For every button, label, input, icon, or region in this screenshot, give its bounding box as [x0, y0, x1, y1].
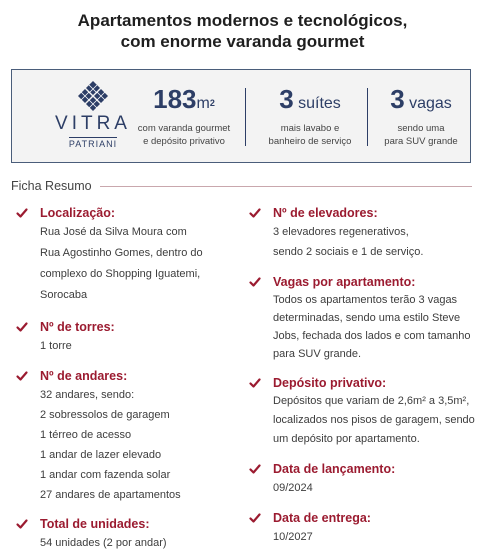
stat-suites-desc-2: banheiro de serviço: [268, 136, 352, 147]
info-value: 10/2027: [273, 531, 313, 543]
info-item: [249, 509, 477, 547]
info-item: [16, 367, 246, 505]
stat-parking-unit: vagas: [404, 95, 452, 112]
info-value: 2 sobressolos de garagem: [40, 409, 170, 421]
checkmark-icon: [16, 321, 28, 333]
info-value: 1 térreo de acesso: [40, 429, 132, 441]
stat-suites-unit: suítes: [293, 95, 341, 112]
info-value: Todos os apartamentos terão 3 vagas: [273, 294, 458, 306]
stat-area-unit: m: [196, 95, 210, 112]
info-value: determinadas, sendo uma estilo Steve: [273, 312, 461, 324]
stat-suites: [256, 84, 364, 148]
info-value: Rua Agostinho Gomes, dentro do: [40, 247, 203, 259]
logo-subbrand: PATRIANI: [68, 139, 118, 149]
stat-parking: [373, 84, 469, 148]
info-value: para SUV grande.: [273, 348, 362, 360]
info-value: Rua José da Silva Moura com: [40, 226, 187, 238]
info-item: [16, 318, 246, 356]
info-item: [16, 204, 246, 306]
checkmark-icon: [16, 207, 28, 219]
logo-brand: VITRA: [55, 113, 131, 134]
info-item: [249, 273, 477, 363]
info-label: Nº de torres:: [40, 320, 115, 334]
info-label: Data de entrega:: [273, 511, 371, 525]
info-value: 32 andares, sendo:: [40, 389, 135, 401]
info-label: Nº de elevadores:: [273, 206, 378, 220]
info-value: 09/2024: [273, 482, 313, 494]
info-value: Jobs, fechada dos lados e com tamanho: [273, 330, 471, 342]
stat-divider: [367, 88, 368, 146]
left-column: [16, 204, 246, 553]
section-title: Ficha Resumo: [11, 179, 92, 193]
info-value: Depósitos que variam de 2,6m² a 3,5m²,: [273, 395, 470, 407]
stat-divider: [245, 88, 246, 146]
info-value: sendo 2 sociais e 1 de serviço.: [273, 246, 424, 258]
info-value: localizados nos pisos de garagem, sendo: [273, 414, 475, 426]
stat-suites-value: 3: [279, 84, 294, 114]
stat-parking-desc-2: para SUV grande: [384, 136, 458, 147]
info-value: 27 andares de apartamentos: [40, 489, 181, 501]
info-label: Localização:: [40, 206, 116, 220]
info-item: [249, 374, 477, 449]
info-item: [249, 460, 477, 498]
checkmark-icon: [249, 276, 261, 288]
stat-parking-desc-1: sendo uma: [397, 123, 445, 134]
headline: [0, 10, 485, 52]
stat-area-value: 183: [153, 84, 197, 114]
checkmark-icon: [249, 207, 261, 219]
info-item: [16, 515, 246, 553]
stat-area: [125, 84, 243, 148]
headline-line-2: com enorme varanda gourmet: [120, 32, 365, 51]
info-value: 3 elevadores regenerativos,: [273, 226, 409, 238]
highlight-banner: [11, 69, 471, 163]
right-column: [249, 204, 477, 547]
stat-parking-value: 3: [390, 84, 405, 114]
section-divider: [100, 186, 472, 187]
info-value: complexo do Shopping Iguatemi, Sorocaba: [40, 268, 201, 301]
checkmark-icon: [249, 512, 261, 524]
checkmark-icon: [16, 370, 28, 382]
info-label: Vagas por apartamento:: [273, 275, 416, 289]
info-value: 1 andar com fazenda solar: [40, 469, 171, 481]
info-label: Total de unidades:: [40, 517, 150, 531]
checkmark-icon: [249, 463, 261, 475]
info-label: Nº de andares:: [40, 369, 128, 383]
checkmark-icon: [16, 518, 28, 530]
info-value: 54 unidades (2 por andar): [40, 537, 167, 549]
stat-area-desc-1: com varanda gourmet: [137, 123, 231, 134]
checkmark-icon: [249, 377, 261, 389]
diamond-logo-icon: [77, 80, 109, 112]
headline-line-1: Apartamentos modernos e tecnológicos,: [77, 11, 408, 30]
info-value: um depósito por apartamento.: [273, 433, 420, 445]
info-value: 1 andar de lazer elevado: [40, 449, 162, 461]
info-value: 1 torre: [40, 340, 72, 352]
info-item: [249, 204, 477, 262]
stat-area-sup: 2: [209, 98, 215, 108]
info-label: Data de lançamento:: [273, 462, 396, 476]
info-label: Depósito privativo:: [273, 376, 387, 390]
stat-area-desc-2: e depósito privativo: [143, 136, 225, 147]
stat-suites-desc-1: mais lavabo e: [280, 123, 340, 134]
